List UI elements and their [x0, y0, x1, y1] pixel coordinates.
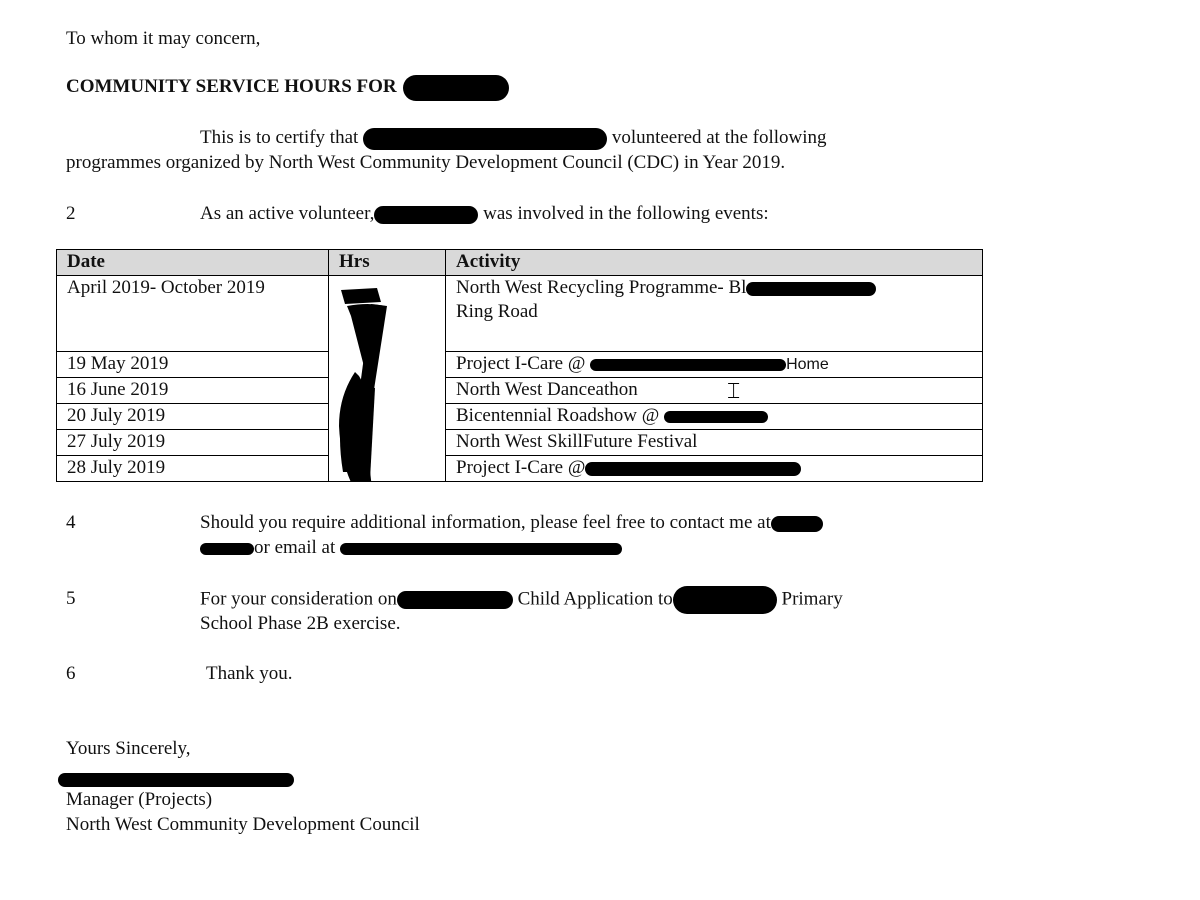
activity-text-tail: Home: [786, 356, 829, 373]
para2-number: 2: [66, 203, 76, 224]
row-activity: North West SkillFuture Festival: [446, 430, 983, 456]
row-date: 27 July 2019: [57, 430, 329, 456]
para2-text-b: was involved in the following events:: [483, 203, 769, 224]
signatory-organization: North West Community Development Council: [66, 814, 420, 835]
text-cursor-icon: ⌶: [727, 379, 741, 404]
para5-text-c: Primary: [781, 588, 843, 610]
para4-text-a: Should you require additional information, please feel free to contact me at: [200, 512, 771, 533]
signatory-role: Manager (Projects): [66, 789, 213, 810]
document-title: [66, 74, 509, 101]
salutation: To whom it may concern,: [66, 28, 261, 49]
row-date: 16 June 2019: [57, 378, 329, 404]
redaction-email: [340, 543, 622, 555]
row-date: April 2019- October 2019: [57, 276, 329, 352]
table-row: [57, 430, 983, 456]
para1-text-a: This is to certify that: [200, 127, 359, 148]
row-activity: [446, 352, 983, 378]
table-row: [57, 404, 983, 430]
activity-text: Bicentennial Roadshow @: [456, 405, 660, 426]
paragraph-5-line-1: [200, 586, 843, 614]
paragraph-6: Thank you.: [206, 663, 293, 684]
paragraph-1-line-1: [200, 125, 827, 150]
paragraph-5-line-2: School Phase 2B exercise.: [200, 613, 401, 634]
row-date: 19 May 2019: [57, 352, 329, 378]
row-date: 28 July 2019: [57, 456, 329, 482]
redaction-location: [664, 411, 768, 423]
table-row: [57, 378, 983, 404]
para5-text-b: Child Application to: [517, 588, 673, 610]
redaction-location: [585, 462, 801, 476]
activity-text-line-2: Ring Road: [456, 301, 538, 322]
table-header-row: [57, 250, 983, 276]
hrs-column-redacted: [329, 276, 446, 482]
para5-text-a: For your consideration on: [200, 588, 397, 610]
table-row: [57, 276, 983, 352]
hrs-scribble-redaction: [329, 276, 445, 482]
row-activity: [446, 456, 983, 482]
row-activity: [446, 276, 983, 352]
table-row: [57, 352, 983, 378]
activity-text: North West Recycling Programme- Bl: [456, 277, 747, 298]
closing: Yours Sincerely,: [66, 738, 191, 759]
header-hrs: Hrs: [329, 250, 446, 276]
row-date: 20 July 2019: [57, 404, 329, 430]
redaction-phone-2: [200, 543, 254, 555]
paragraph-2: [200, 201, 769, 226]
header-activity: Activity: [446, 250, 983, 276]
header-date: Date: [57, 250, 329, 276]
redaction-location: [590, 359, 786, 371]
paragraph-4-line-2: [200, 535, 622, 560]
para1-text-b: volunteered at the following: [611, 127, 827, 148]
para4-text-b: or email at: [254, 537, 336, 558]
redaction-phone: [771, 516, 823, 532]
paragraph-1-line-2: programmes organized by North West Community Development Council (CDC) in Year 2019.: [66, 152, 786, 173]
activity-text: Project I-Care @: [456, 353, 586, 374]
redaction-parent: [397, 591, 513, 609]
para2-text-a: As an active volunteer,: [200, 203, 375, 224]
table-row: [57, 456, 983, 482]
activity-text: Project I-Care @: [456, 457, 586, 478]
redaction-school: [673, 586, 777, 614]
redaction-volunteer-2: [374, 206, 478, 224]
redaction-volunteer: [363, 128, 607, 150]
para5-number: 5: [66, 588, 76, 609]
row-activity: North West Danceathon: [446, 378, 983, 404]
paragraph-4-line-1: [200, 510, 823, 535]
events-table: [56, 249, 983, 482]
para4-number: 4: [66, 512, 76, 533]
title-text: COMMUNITY SERVICE HOURS FOR: [66, 76, 397, 97]
row-activity: [446, 404, 983, 430]
redaction-name: [403, 75, 509, 101]
redaction-signatory: [58, 773, 294, 787]
para6-number: 6: [66, 663, 76, 684]
redaction-location: [746, 282, 876, 296]
